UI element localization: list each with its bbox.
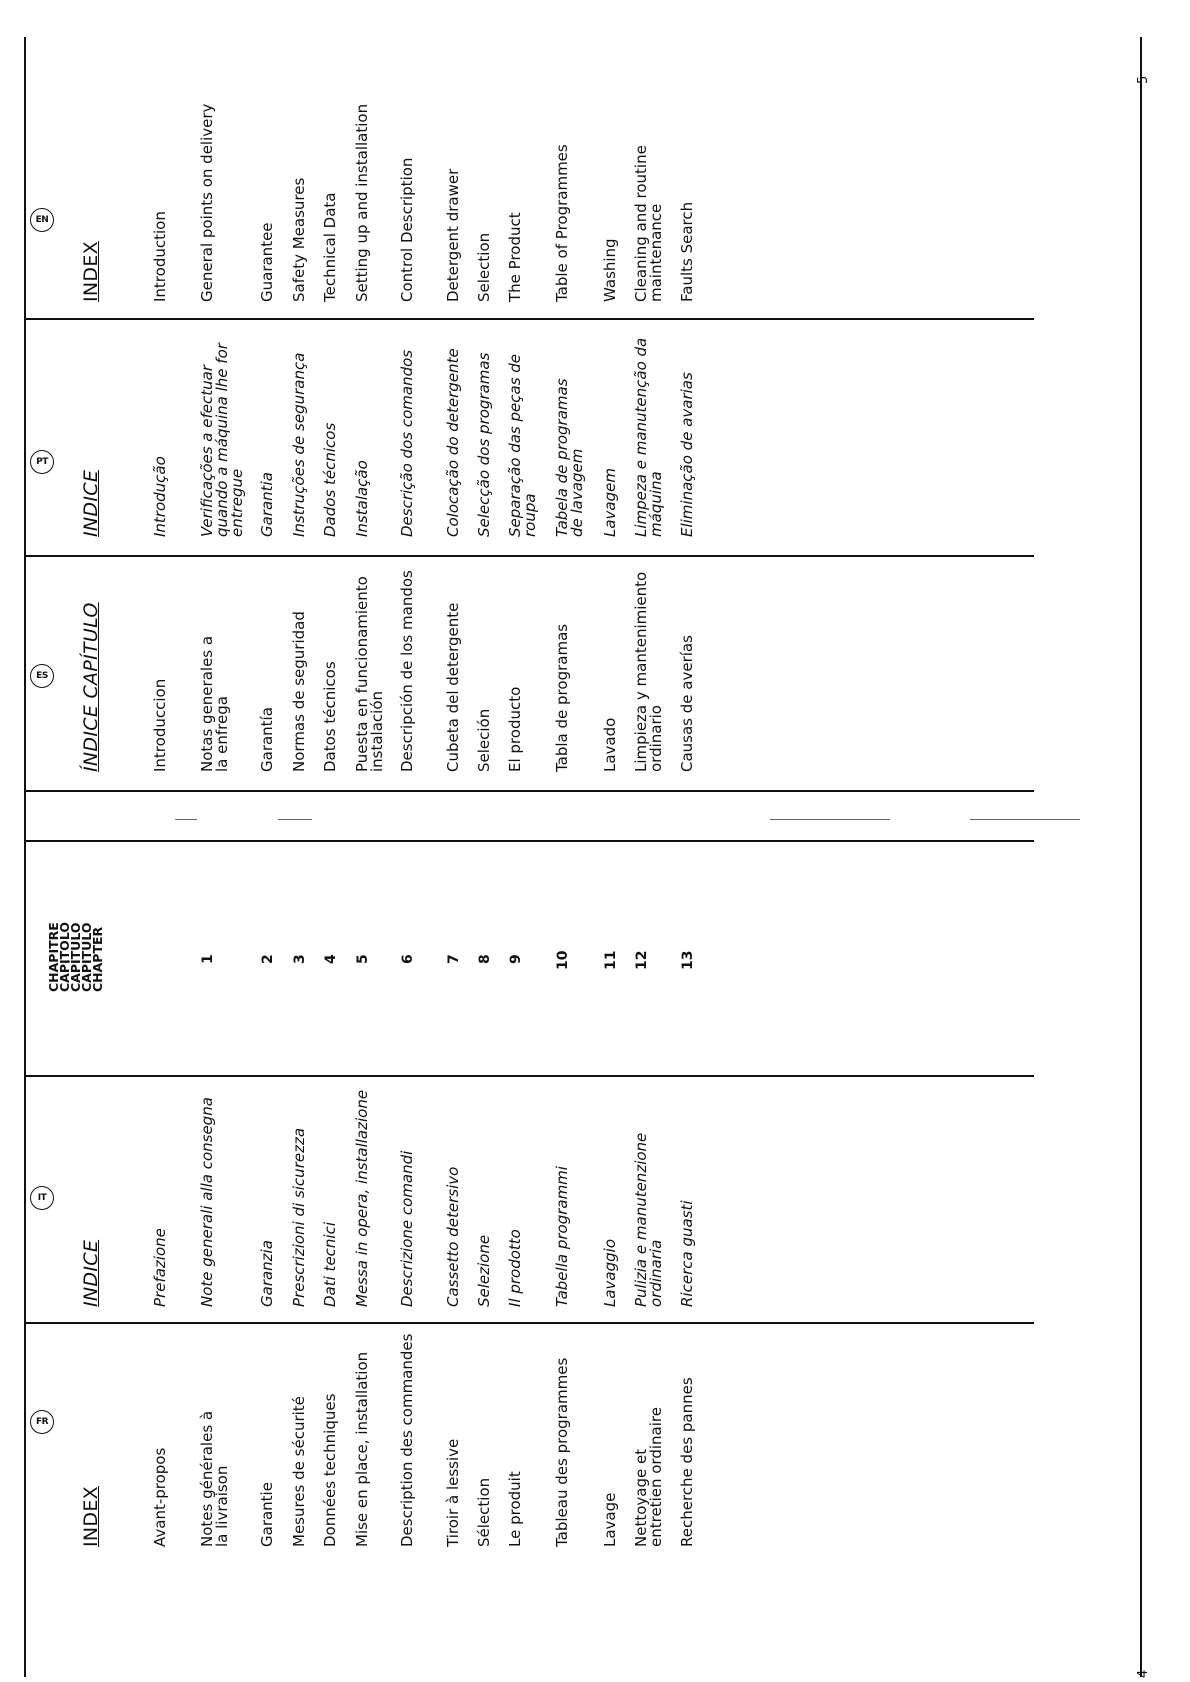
chapter-header bbox=[48, 922, 103, 992]
index-entry: Normas de seguridad bbox=[290, 611, 308, 772]
index-entry: Causas de averías bbox=[678, 635, 696, 772]
index-entry: Sélection bbox=[475, 1477, 493, 1547]
index-entry: Safety Measures bbox=[290, 177, 308, 302]
index-entry: Cleaning and routine maintenance bbox=[632, 145, 665, 302]
index-entry: Eliminação de avarias bbox=[678, 372, 696, 537]
column-title-es: ÍNDICE CAPÍTULO bbox=[80, 602, 102, 772]
chapter-header-line: CAPÍTULO bbox=[68, 922, 83, 992]
index-entry: Notes générales à la livraison bbox=[198, 1410, 231, 1547]
language-badge-es: ES bbox=[30, 664, 54, 688]
column-title-pt: INDICE bbox=[80, 469, 102, 537]
index-entry: Dados técnicos bbox=[321, 422, 339, 537]
index-entry: Avant-propos bbox=[151, 1447, 169, 1547]
chapter-header-line: CAPITOLO bbox=[57, 922, 72, 992]
index-entry: Separação das peças de roupa bbox=[506, 353, 539, 537]
index-entry: Lavaggio bbox=[601, 1238, 619, 1307]
index-entry: Selezione bbox=[475, 1234, 493, 1307]
index-entry: Messa in opera, installazione bbox=[353, 1089, 371, 1307]
index-entry: Technical Data bbox=[321, 192, 339, 302]
separator-it-chapter bbox=[24, 1075, 1034, 1077]
index-entry: Lavagem bbox=[601, 468, 619, 537]
chapter-header-line: CAPITULO bbox=[79, 922, 94, 992]
rule-top bbox=[24, 37, 26, 1677]
chapter-number: 9 bbox=[508, 954, 524, 964]
index-entry: Données techniques bbox=[321, 1393, 339, 1547]
chapter-number: 10 bbox=[555, 950, 571, 970]
language-badge-fr: FR bbox=[30, 1410, 54, 1434]
index-entry: Prescrizioni di sicurezza bbox=[290, 1127, 308, 1307]
chapter-number: 7 bbox=[446, 954, 462, 964]
index-entry: Le produit bbox=[506, 1471, 524, 1547]
index-entry: The Product bbox=[506, 212, 524, 302]
index-entry: Detergent drawer bbox=[444, 168, 462, 302]
index-entry: Limpieza y mantenimiento ordinario bbox=[632, 571, 665, 772]
page-number-right: 5 bbox=[1136, 75, 1151, 84]
separator-chapter-es bbox=[24, 840, 1034, 842]
index-entry: Garantia bbox=[258, 472, 276, 537]
index-entry: Selecção dos programas bbox=[475, 352, 493, 537]
index-entry: Garantie bbox=[258, 1482, 276, 1547]
index-entry: Tabella programmi bbox=[553, 1166, 571, 1307]
language-badge-en: EN bbox=[30, 208, 54, 232]
language-badge-it: IT bbox=[30, 1186, 54, 1210]
chapter-number: 3 bbox=[292, 954, 308, 964]
rule-bottom bbox=[1140, 37, 1142, 1677]
index-entry: Descrição dos comandos bbox=[398, 349, 416, 537]
page-number-left: 4 bbox=[1136, 1669, 1151, 1678]
index-entry: Guarantee bbox=[258, 222, 276, 302]
index-entry: Lavage bbox=[601, 1492, 619, 1547]
index-entry: General points on delivery bbox=[198, 103, 216, 302]
index-entry: Tabela de programas de lavagem bbox=[553, 378, 586, 537]
index-entry: Mise en place, installation bbox=[353, 1351, 371, 1547]
chapter-number: 1 bbox=[200, 954, 216, 964]
chapter-header-line: CHAPITRE bbox=[46, 922, 61, 992]
index-entry: Ricerca guasti bbox=[678, 1200, 696, 1307]
faint-mark bbox=[770, 819, 890, 820]
separator-pt-en bbox=[24, 555, 1034, 557]
index-entry: Introduction bbox=[151, 211, 169, 302]
index-entry: Note generali alla consegna bbox=[198, 1097, 216, 1307]
separator-en-end bbox=[24, 318, 1034, 320]
index-entry: Instalação bbox=[353, 460, 371, 537]
index-entry: Selection bbox=[475, 232, 493, 302]
faint-mark bbox=[970, 819, 1080, 820]
chapter-number: 2 bbox=[260, 954, 276, 964]
index-entry: Descrizione comandi bbox=[398, 1150, 416, 1307]
index-entry: Datos técnicos bbox=[321, 661, 339, 772]
chapter-number: 12 bbox=[634, 950, 650, 970]
index-entry: Dati tecnici bbox=[321, 1221, 339, 1307]
index-entry: Instruções de segurança bbox=[290, 352, 308, 537]
index-entry: Prefazione bbox=[151, 1228, 169, 1307]
chapter-number: 8 bbox=[477, 954, 493, 964]
language-badge-pt: PT bbox=[30, 450, 54, 474]
chapter-number: 13 bbox=[680, 950, 696, 970]
chapter-number: 11 bbox=[603, 950, 619, 970]
index-entry: Pulizia e manutenzione ordinaria bbox=[632, 1132, 665, 1307]
chapter-number: 5 bbox=[355, 954, 371, 964]
column-title-en: INDEX bbox=[80, 241, 102, 302]
chapter-number: 4 bbox=[323, 954, 339, 964]
index-entry: Garanzia bbox=[258, 1240, 276, 1307]
index-entry: Recherche des pannes bbox=[678, 1377, 696, 1547]
index-entry: Tabla de programas bbox=[553, 623, 571, 772]
index-entry: Lavado bbox=[601, 717, 619, 772]
index-entry: Washing bbox=[601, 238, 619, 302]
index-entry: Cubeta del detergente bbox=[444, 602, 462, 772]
index-entry: Mesures de sécurité bbox=[290, 1396, 308, 1547]
faint-mark bbox=[175, 819, 197, 820]
index-entry: Descripción de los mandos bbox=[398, 570, 416, 772]
separator-fr-it bbox=[24, 1322, 1034, 1324]
index-entry: Verificações a efectuar quando a máquina lhe for entregue bbox=[198, 343, 246, 537]
index-entry: Tableau des programmes bbox=[553, 1357, 571, 1547]
index-entry: El producto bbox=[506, 686, 524, 772]
index-entry: Il prodotto bbox=[506, 1229, 524, 1307]
index-entry: Setting up and installation bbox=[353, 103, 371, 302]
column-title-fr: INDEX bbox=[80, 1486, 102, 1547]
index-entry: Introduccion bbox=[151, 678, 169, 772]
index-entry: Tiroir à lessive bbox=[444, 1438, 462, 1547]
index-entry: Limpeza e manutenção da máquina bbox=[632, 337, 665, 537]
chapter-header-line: CHAPTER bbox=[90, 926, 105, 992]
index-entry: Seleción bbox=[475, 708, 493, 772]
index-entry: Puesta en funcionamiento instalación bbox=[353, 576, 386, 772]
separator-es-pt bbox=[24, 790, 1034, 792]
index-entry: Garantía bbox=[258, 707, 276, 772]
index-entry: Control Description bbox=[398, 157, 416, 302]
index-entry: Cassetto detersivo bbox=[444, 1166, 462, 1307]
index-entry: Colocação do detergente bbox=[444, 348, 462, 537]
column-title-it: INDICE bbox=[80, 1239, 102, 1307]
index-entry: Description des commandes bbox=[398, 1333, 416, 1547]
index-entry: Notas generales a la enfrega bbox=[198, 635, 231, 772]
faint-mark bbox=[278, 819, 312, 820]
chapter-number: 6 bbox=[400, 954, 416, 964]
index-entry: Table of Programmes bbox=[553, 144, 571, 302]
index-entry: Introdução bbox=[151, 456, 169, 537]
index-entry: Faults Search bbox=[678, 201, 696, 302]
index-entry: Nettoyage et entretien ordinaire bbox=[632, 1407, 665, 1547]
